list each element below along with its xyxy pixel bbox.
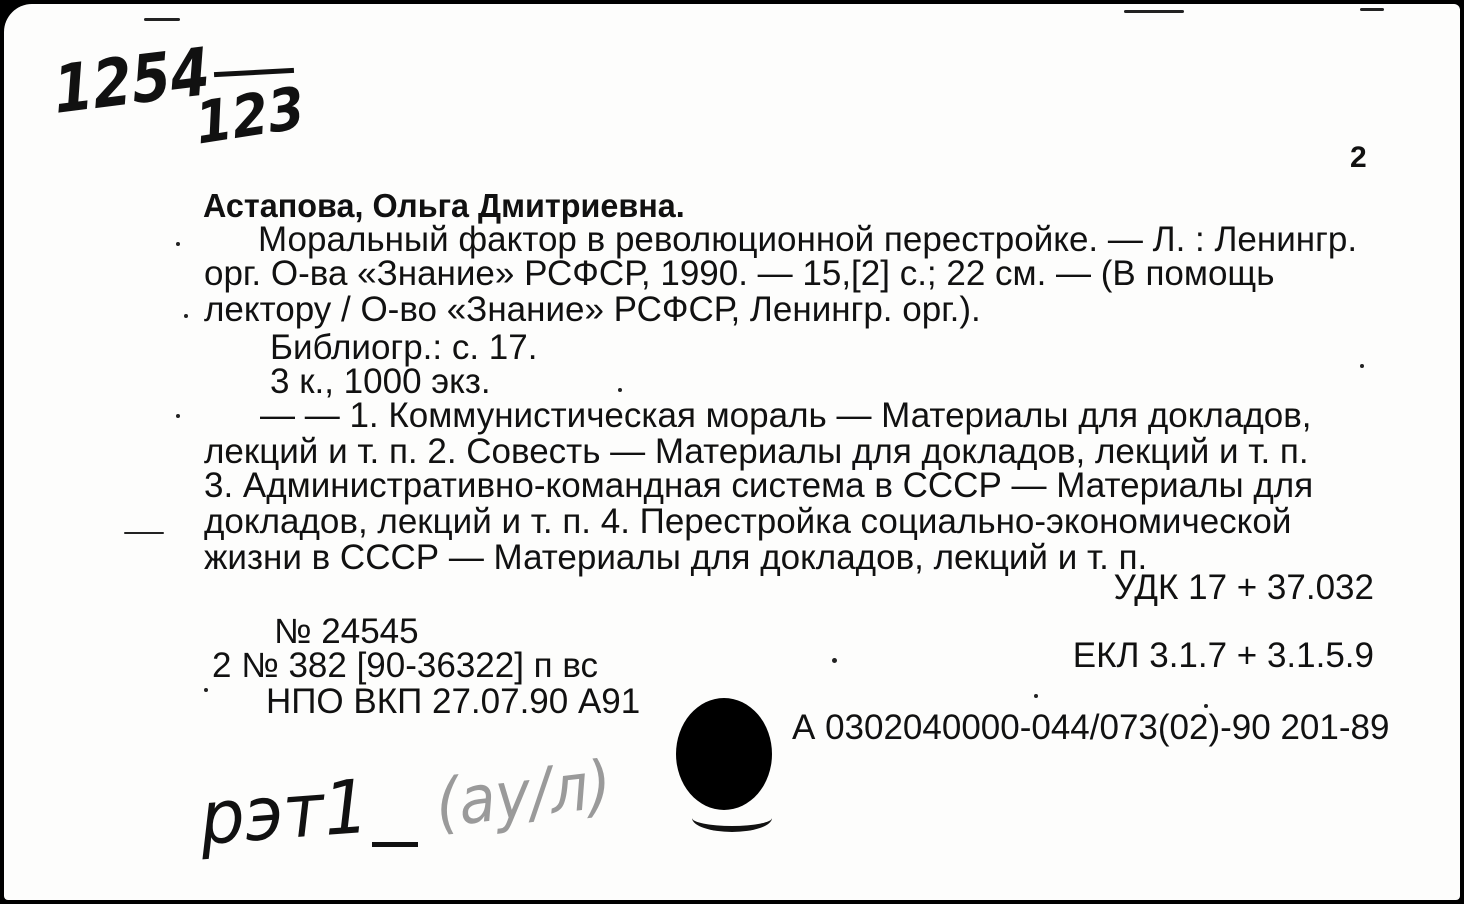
body-line-10: жизни в СССР — Материалы для докладов, лекций и т. п.	[204, 538, 1148, 577]
publisher-code: НПО ВКП 27.07.90 А91	[266, 682, 641, 721]
speck	[1360, 8, 1384, 11]
speck	[1034, 694, 1038, 698]
body-line-6: — — 1. Коммунистическая мораль — Материалы для докладов,	[260, 396, 1312, 435]
body-line-8: 3. Административно-командная система в СССР — Материалы для	[204, 466, 1314, 505]
body-line-3: лектору / О-во «Знание» РСФСР, Ленингр. орг.).	[204, 290, 981, 329]
speck	[184, 314, 188, 318]
udk-code: УДК 17 + 37.032	[1113, 568, 1374, 607]
order-code: 2 № 382 [90-36322] п вс	[212, 646, 599, 685]
record-number: № 24545	[274, 612, 419, 651]
card-page-number: 2	[1350, 141, 1367, 174]
speck	[176, 414, 180, 418]
speck	[1204, 704, 1208, 708]
speck	[144, 18, 180, 21]
body-line-9: докладов, лекций и т. п. 4. Перестройка социально-экономической	[204, 502, 1292, 541]
hole-shadow	[692, 804, 772, 832]
card-punch-hole	[676, 698, 772, 810]
speck	[832, 658, 837, 663]
catalog-card	[4, 4, 1460, 900]
signature-underline	[372, 842, 418, 847]
ekl-code: ЕКЛ 3.1.7 + 3.1.5.9	[1072, 636, 1374, 675]
speck	[176, 242, 180, 246]
author-heading: Астапова, Ольга Дмитриевна.	[203, 187, 685, 224]
handwritten-signature: рэт1	[197, 763, 372, 862]
isbn-code: А 0302040000-044/073(02)-90 201-89	[792, 708, 1390, 747]
body-line-4: Библиогр.: с. 17.	[270, 328, 538, 367]
body-line-1: Моральный фактор в революционной перестройке. — Л. : Ленингр.	[258, 220, 1358, 259]
speck	[204, 688, 208, 692]
body-line-2: орг. О-ва «Знание» РСФСР, 1990. — 15,[2] с.; 22 см. — (В помощь	[204, 254, 1275, 293]
speck	[124, 532, 164, 534]
body-line-7: лекций и т. п. 2. Совесть — Материалы для докладов, лекций и т. п.	[204, 432, 1309, 471]
handwritten-shelf-fraction: 123	[191, 73, 309, 158]
speck	[1124, 10, 1184, 13]
speck	[618, 388, 622, 392]
body-line-5: 3 к., 1000 экз.	[270, 362, 491, 401]
speck	[1360, 364, 1364, 368]
handwritten-faint-note: (ау/л)	[432, 745, 615, 843]
handwritten-shelf-number: 1254	[50, 33, 213, 129]
